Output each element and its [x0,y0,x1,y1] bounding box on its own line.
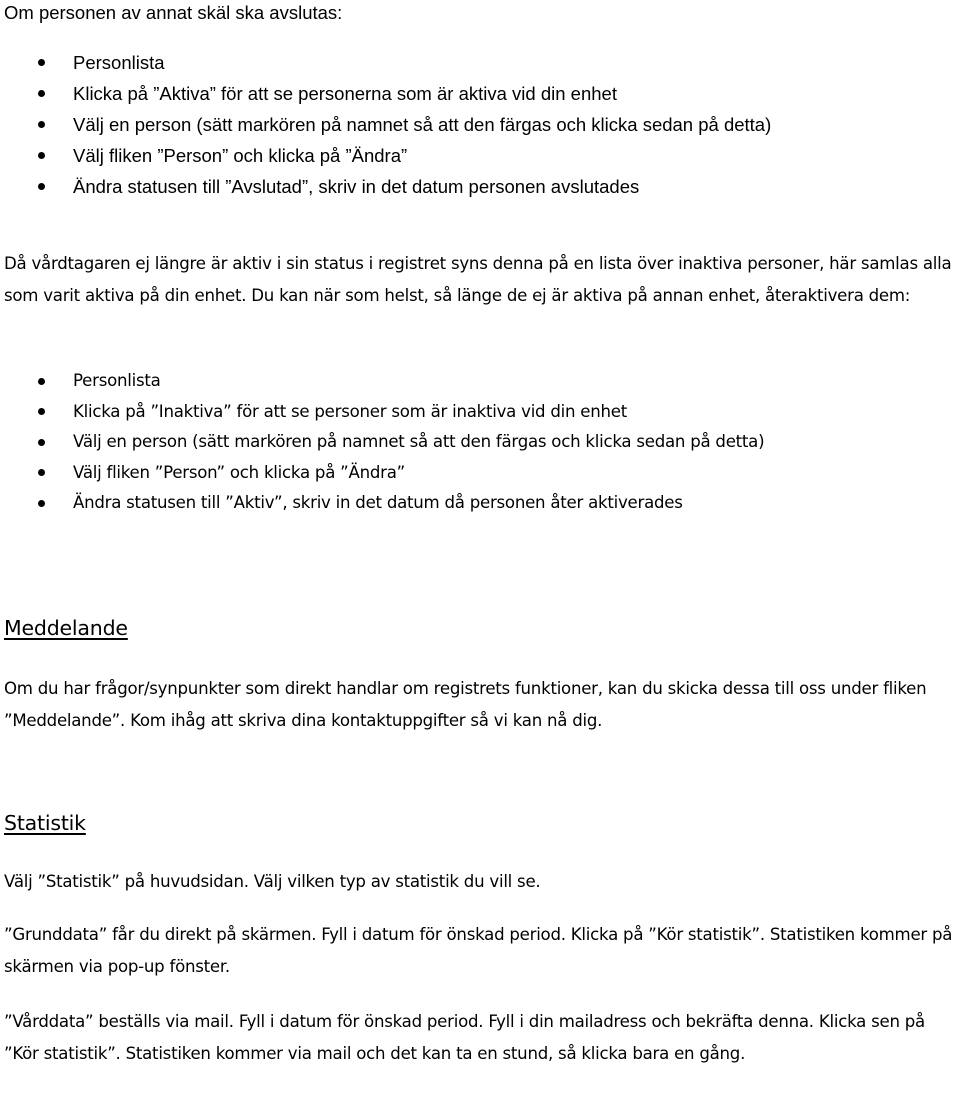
list-item-text: Ändra statusen till ”Avslutad”, skriv in det datum personen avslutades [73,176,640,197]
intro-text: Om personen av annat skäl ska avslutas: [4,2,343,23]
statistik-paragraph-3: ”Vårddata” beställs via mail. Fyll i datum för önskad period. Fyll i din mailadress och bekräfta denna. Klicka sen på ”Kör statistik”. Statistiken kommer via mail och det kan ta en stund, så klicka bara en gång. [4,1012,925,1063]
list-item-text: Klicka på ”Aktiva” för att se personerna som är aktiva vid din enhet [73,83,617,104]
bullet-icon [38,408,45,415]
list-item [0,47,960,78]
bullet-icon [38,500,45,507]
meddelande-heading: Meddelande [4,616,128,640]
list-item [0,109,960,140]
statistik-paragraph-2: ”Grunddata” får du direkt på skärmen. Fyll i datum för önskad period. Klicka på ”Kör statistik”. Statistiken kommer på skärmen via pop-up fönster. [4,925,953,976]
list-item-text: Välj fliken ”Person” och klicka på ”Ändra” [73,462,405,482]
reactivate-steps-list [0,366,960,519]
bullet-icon [38,90,45,97]
list-item-text: Välj en person (sätt markören på namnet så att den färgas och klicka sedan på detta) [73,114,772,135]
statistik-paragraph-1: Välj ”Statistik” på huvudsidan. Välj vilken typ av statistik du vill se. [4,872,541,891]
list-item [0,427,960,458]
list-item [0,171,960,202]
statistik-heading: Statistik [4,811,86,835]
list-item [0,488,960,519]
bullet-icon [38,183,45,190]
meddelande-paragraph: Om du har frågor/synpunkter som direkt handlar om registrets funktioner, kan du skicka dessa till oss under fliken ”Meddelande”. Kom ihåg att skriva dina kontaktuppgifter så vi kan nå dig. [4,679,927,730]
list-item-text: Ändra statusen till ”Aktiv”, skriv in det datum då personen åter aktiverades [73,493,683,512]
list-item-text: Välj en person (sätt markören på namnet så att den färgas och klicka sedan på detta) [73,432,765,451]
inactive-paragraph: Då vårdtagaren ej längre är aktiv i sin status i registret syns denna på en lista över inaktiva personer, här samlas alla som varit aktiva på din enhet. Du kan när som helst, så länge de ej är aktiva på annan enhet, återaktivera dem: [4,254,952,305]
bullet-icon [38,469,45,476]
list-item [0,78,960,109]
bullet-icon [38,439,45,446]
bullet-icon [38,59,45,66]
list-item-text: Klicka på ”Inaktiva” för att se personer som är inaktiva vid din enhet [73,401,628,421]
list-item [0,397,960,428]
list-item-text: Välj fliken ”Person” och klicka på ”Ändra” [73,145,408,166]
deactivate-steps-list [0,47,960,202]
bullet-icon [38,378,45,385]
list-item [0,458,960,489]
bullet-icon [38,152,45,159]
list-item [0,366,960,397]
list-item [0,140,960,171]
list-item-text: Personlista [73,371,161,390]
list-item-text: Personlista [73,52,165,73]
bullet-icon [38,121,45,128]
